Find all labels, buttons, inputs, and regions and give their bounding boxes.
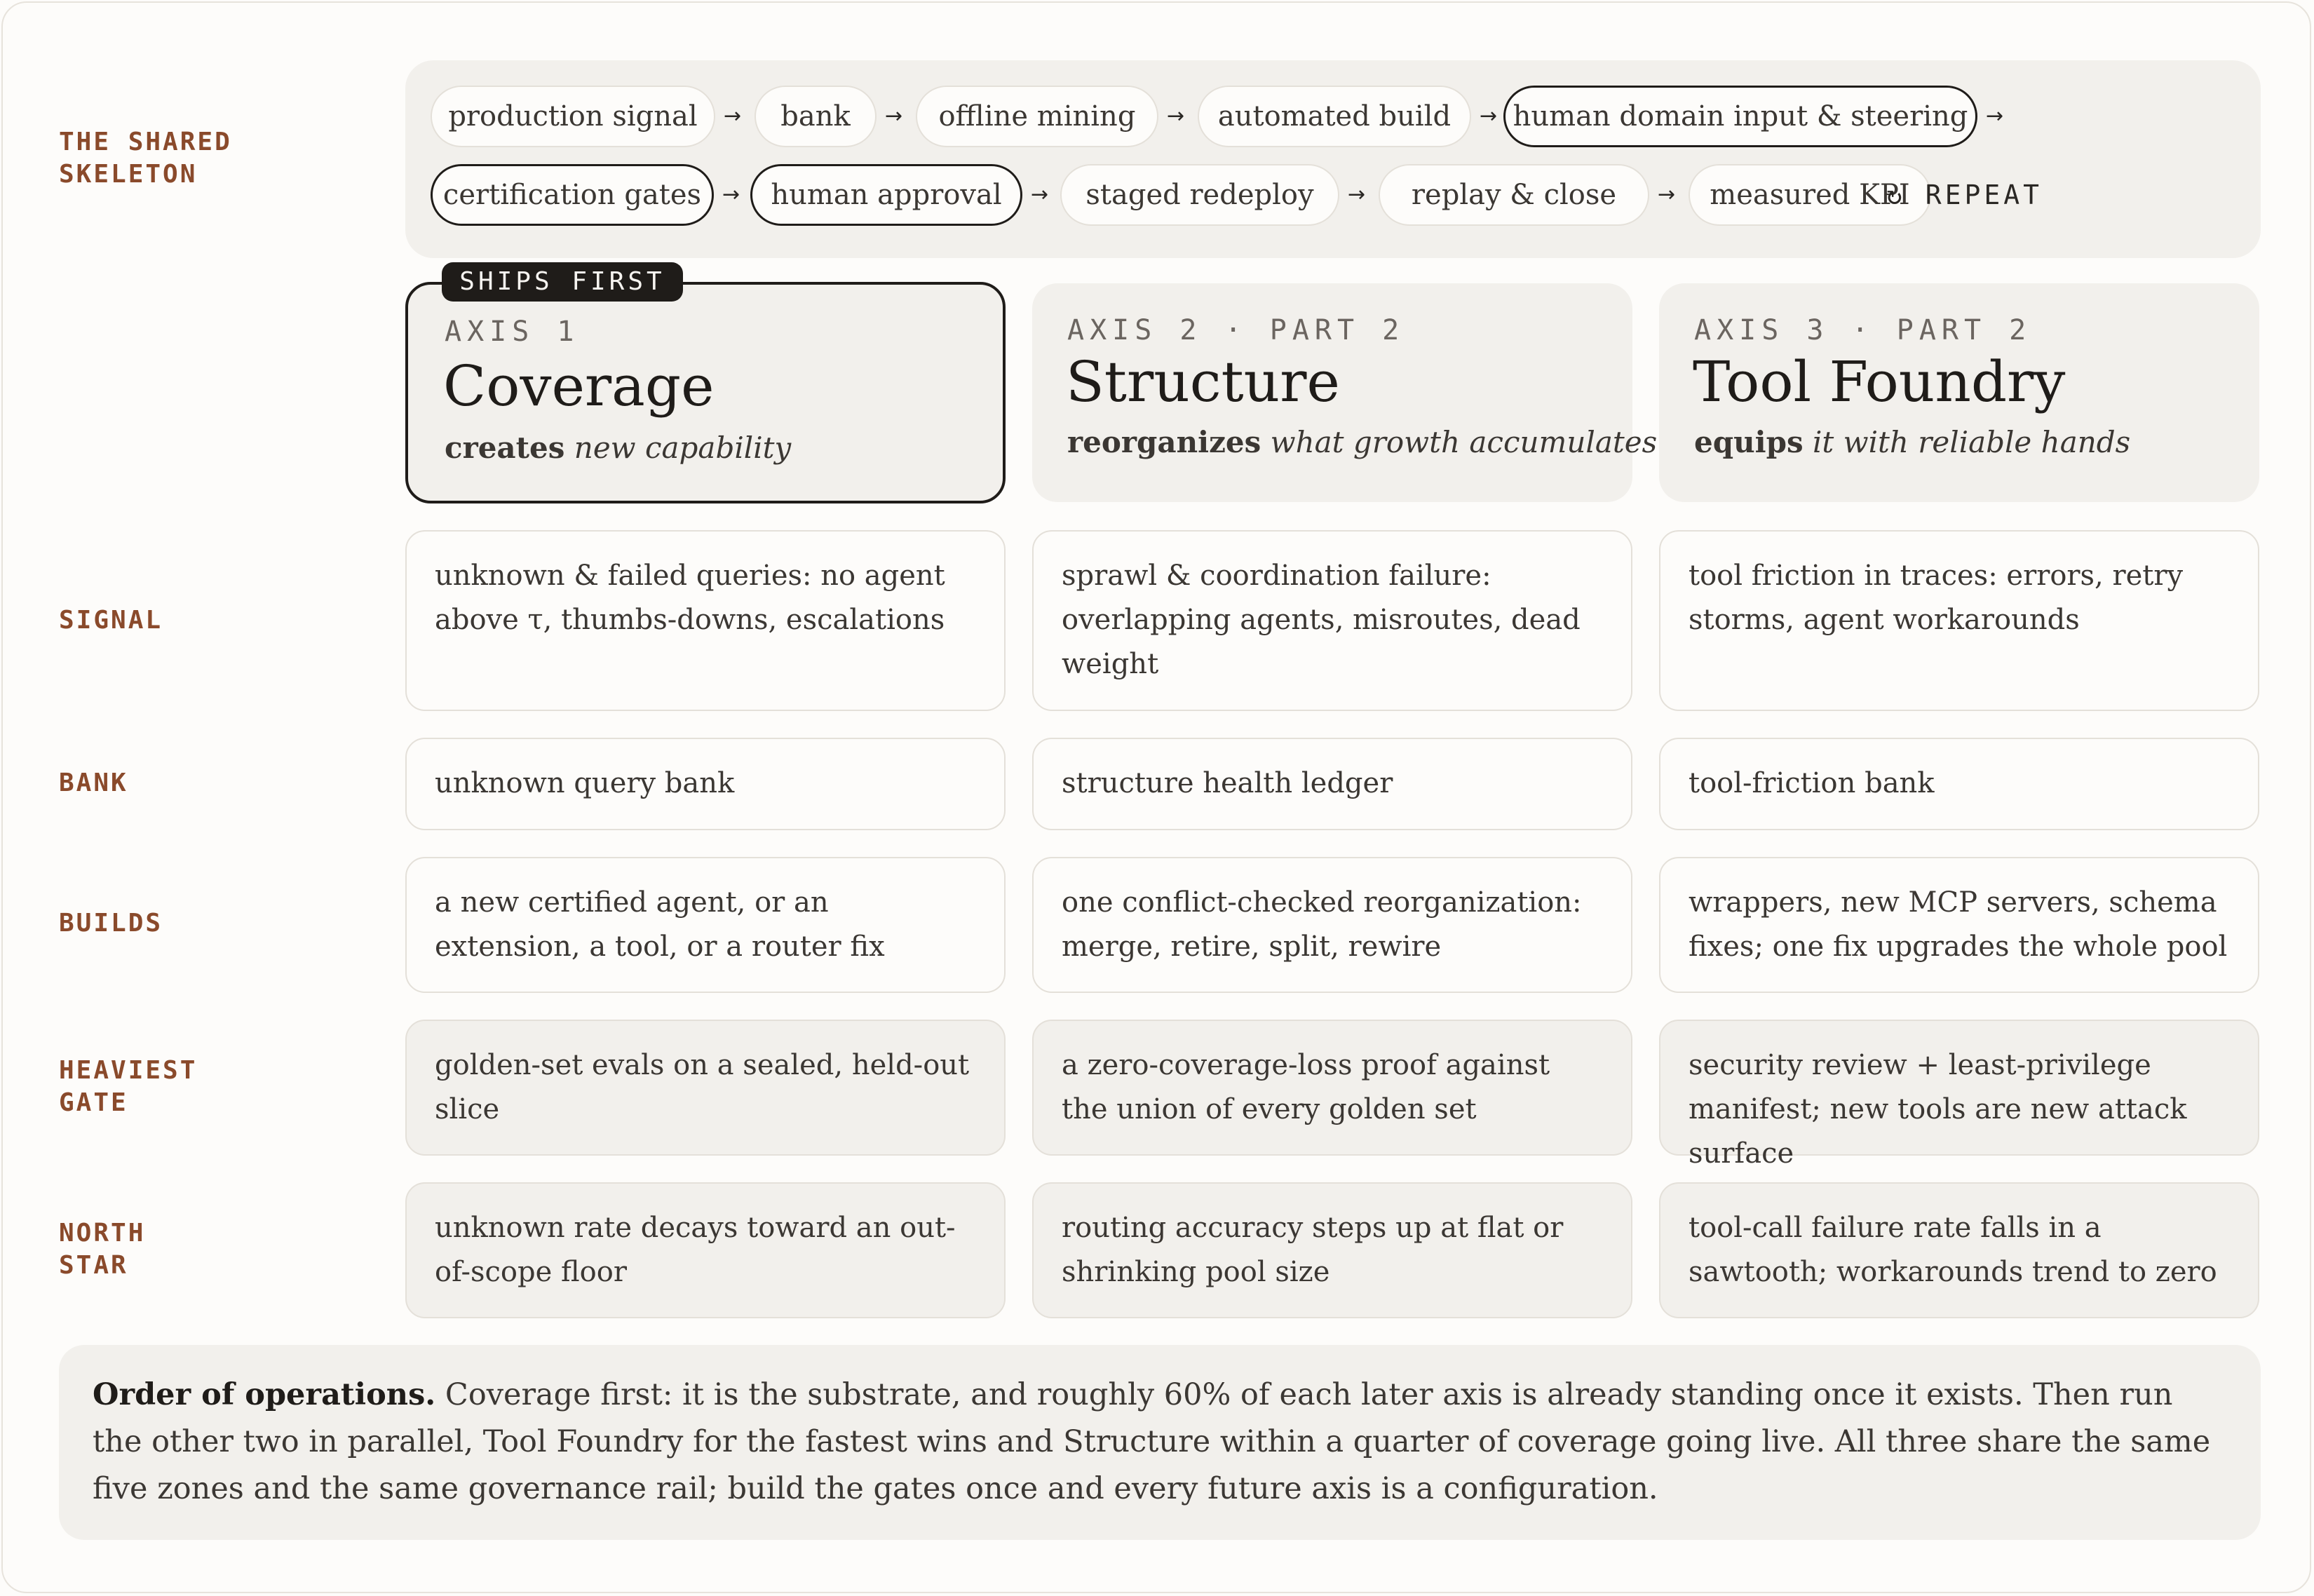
cell-bank-coverage: unknown query bank bbox=[405, 738, 1006, 830]
note-text: Coverage first: it is the substrate, and roughly 60% of each later axis is already standing once it exists. Then run the other two in parallel, Tool Foundry for the fastest wins and Structure within a quarter of coverage going live. All three share the same five zones and the same governance rail; build the gates once and every future axis is a configuration. bbox=[93, 1377, 2211, 1506]
cell-north-star-structure: routing accuracy steps up at flat or shrinking pool size bbox=[1032, 1182, 1632, 1318]
cell-bank-structure: structure health ledger bbox=[1032, 738, 1632, 830]
cell-builds-coverage: a new certified agent, or an extension, a tool, or a router fix bbox=[405, 857, 1006, 993]
skeleton-label: THE SHARED SKELETON bbox=[59, 128, 232, 189]
arrow-icon: → bbox=[1167, 104, 1185, 128]
axis-subtitle bbox=[445, 431, 791, 465]
axis-structure-card bbox=[1032, 283, 1658, 502]
cell-signal-coverage: unknown & failed queries: no agent above τ, thumbs-downs, escalations bbox=[405, 530, 1006, 711]
step-automated-build: automated build bbox=[1198, 86, 1471, 147]
arrow-icon: → bbox=[1480, 104, 1498, 128]
note-lead: Order of operations. bbox=[93, 1377, 436, 1412]
step-bank: bank bbox=[755, 86, 877, 147]
axis-verb: equips bbox=[1694, 425, 1804, 459]
axis-kicker: AXIS 3 · PART 2 bbox=[1694, 314, 2032, 346]
axis-kicker: AXIS 2 · PART 2 bbox=[1067, 314, 1405, 346]
ships-first-badge: SHIPS FIRST bbox=[442, 262, 683, 302]
row-label-signal: SIGNAL bbox=[59, 606, 163, 635]
cell-gate-tool-foundry: security review + least-privilege manifest; new tools are new attack surface bbox=[1659, 1020, 2259, 1156]
arrow-icon: → bbox=[1348, 182, 1366, 207]
row-label-heaviest-gate: HEAVIEST GATE bbox=[59, 1056, 198, 1117]
axis-title: Tool Foundry bbox=[1693, 349, 2066, 414]
skeleton-panel bbox=[405, 60, 2261, 258]
axis-verb: reorganizes bbox=[1067, 425, 1261, 459]
arrow-icon: → bbox=[1031, 182, 1049, 207]
axis-kicker: AXIS 1 bbox=[445, 316, 580, 348]
cell-gate-coverage: golden-set evals on a sealed, held-out slice bbox=[405, 1020, 1006, 1156]
axis-object: what growth accumulates bbox=[1270, 425, 1658, 459]
axis-verb: creates bbox=[445, 431, 565, 465]
axis-object: it with reliable hands bbox=[1812, 425, 2131, 459]
cell-north-star-coverage: unknown rate decays toward an out-of-scope floor bbox=[405, 1182, 1006, 1318]
cell-builds-structure: one conflict-checked reorganization: merge, retire, split, rewire bbox=[1032, 857, 1632, 993]
step-certification-gates: certification gates bbox=[431, 164, 714, 226]
cell-builds-tool-foundry: wrappers, new MCP servers, schema fixes; one fix upgrades the whole pool bbox=[1659, 857, 2259, 993]
step-measured-kpi: measured KPI bbox=[1689, 164, 1931, 226]
axis-subtitle bbox=[1694, 425, 2130, 459]
axis-coverage-card bbox=[405, 282, 1006, 503]
cell-bank-tool-foundry: tool-friction bank bbox=[1659, 738, 2259, 830]
diagram-frame bbox=[1, 1, 2311, 1593]
cell-gate-structure: a zero-coverage-loss proof against the union of every golden set bbox=[1032, 1020, 1632, 1156]
row-label-bank: BANK bbox=[59, 769, 128, 797]
axis-title: Structure bbox=[1066, 349, 1340, 414]
arrow-icon: → bbox=[724, 104, 742, 128]
step-human-domain-input: human domain input & steering bbox=[1503, 86, 1977, 147]
cell-signal-tool-foundry: tool friction in traces: errors, retry storms, agent workarounds bbox=[1659, 530, 2259, 711]
axis-tool-foundry-card bbox=[1659, 283, 2259, 502]
order-of-operations-note bbox=[59, 1345, 2261, 1540]
step-human-approval: human approval bbox=[750, 164, 1022, 226]
axis-object: new capability bbox=[574, 431, 792, 465]
arrow-icon: → bbox=[1658, 182, 1676, 207]
step-staged-redeploy: staged redeploy bbox=[1060, 164, 1339, 226]
arrow-icon: → bbox=[885, 104, 903, 128]
arrow-icon: → bbox=[1986, 104, 2004, 128]
cell-signal-structure: sprawl & coordination failure: overlapping agents, misroutes, dead weight bbox=[1032, 530, 1632, 711]
step-replay-close: replay & close bbox=[1379, 164, 1649, 226]
axis-title: Coverage bbox=[443, 353, 715, 419]
step-production-signal: production signal bbox=[431, 86, 715, 147]
row-label-builds: BUILDS bbox=[59, 909, 163, 938]
step-offline-mining: offline mining bbox=[916, 86, 1158, 147]
repeat-label: ↻ REPEAT bbox=[1886, 180, 2043, 210]
axis-subtitle bbox=[1067, 425, 1657, 459]
cell-north-star-tool-foundry: tool-call failure rate falls in a sawtooth; workarounds trend to zero bbox=[1659, 1182, 2259, 1318]
row-label-north-star: NORTH STAR bbox=[59, 1219, 146, 1280]
arrow-icon: → bbox=[722, 182, 740, 207]
